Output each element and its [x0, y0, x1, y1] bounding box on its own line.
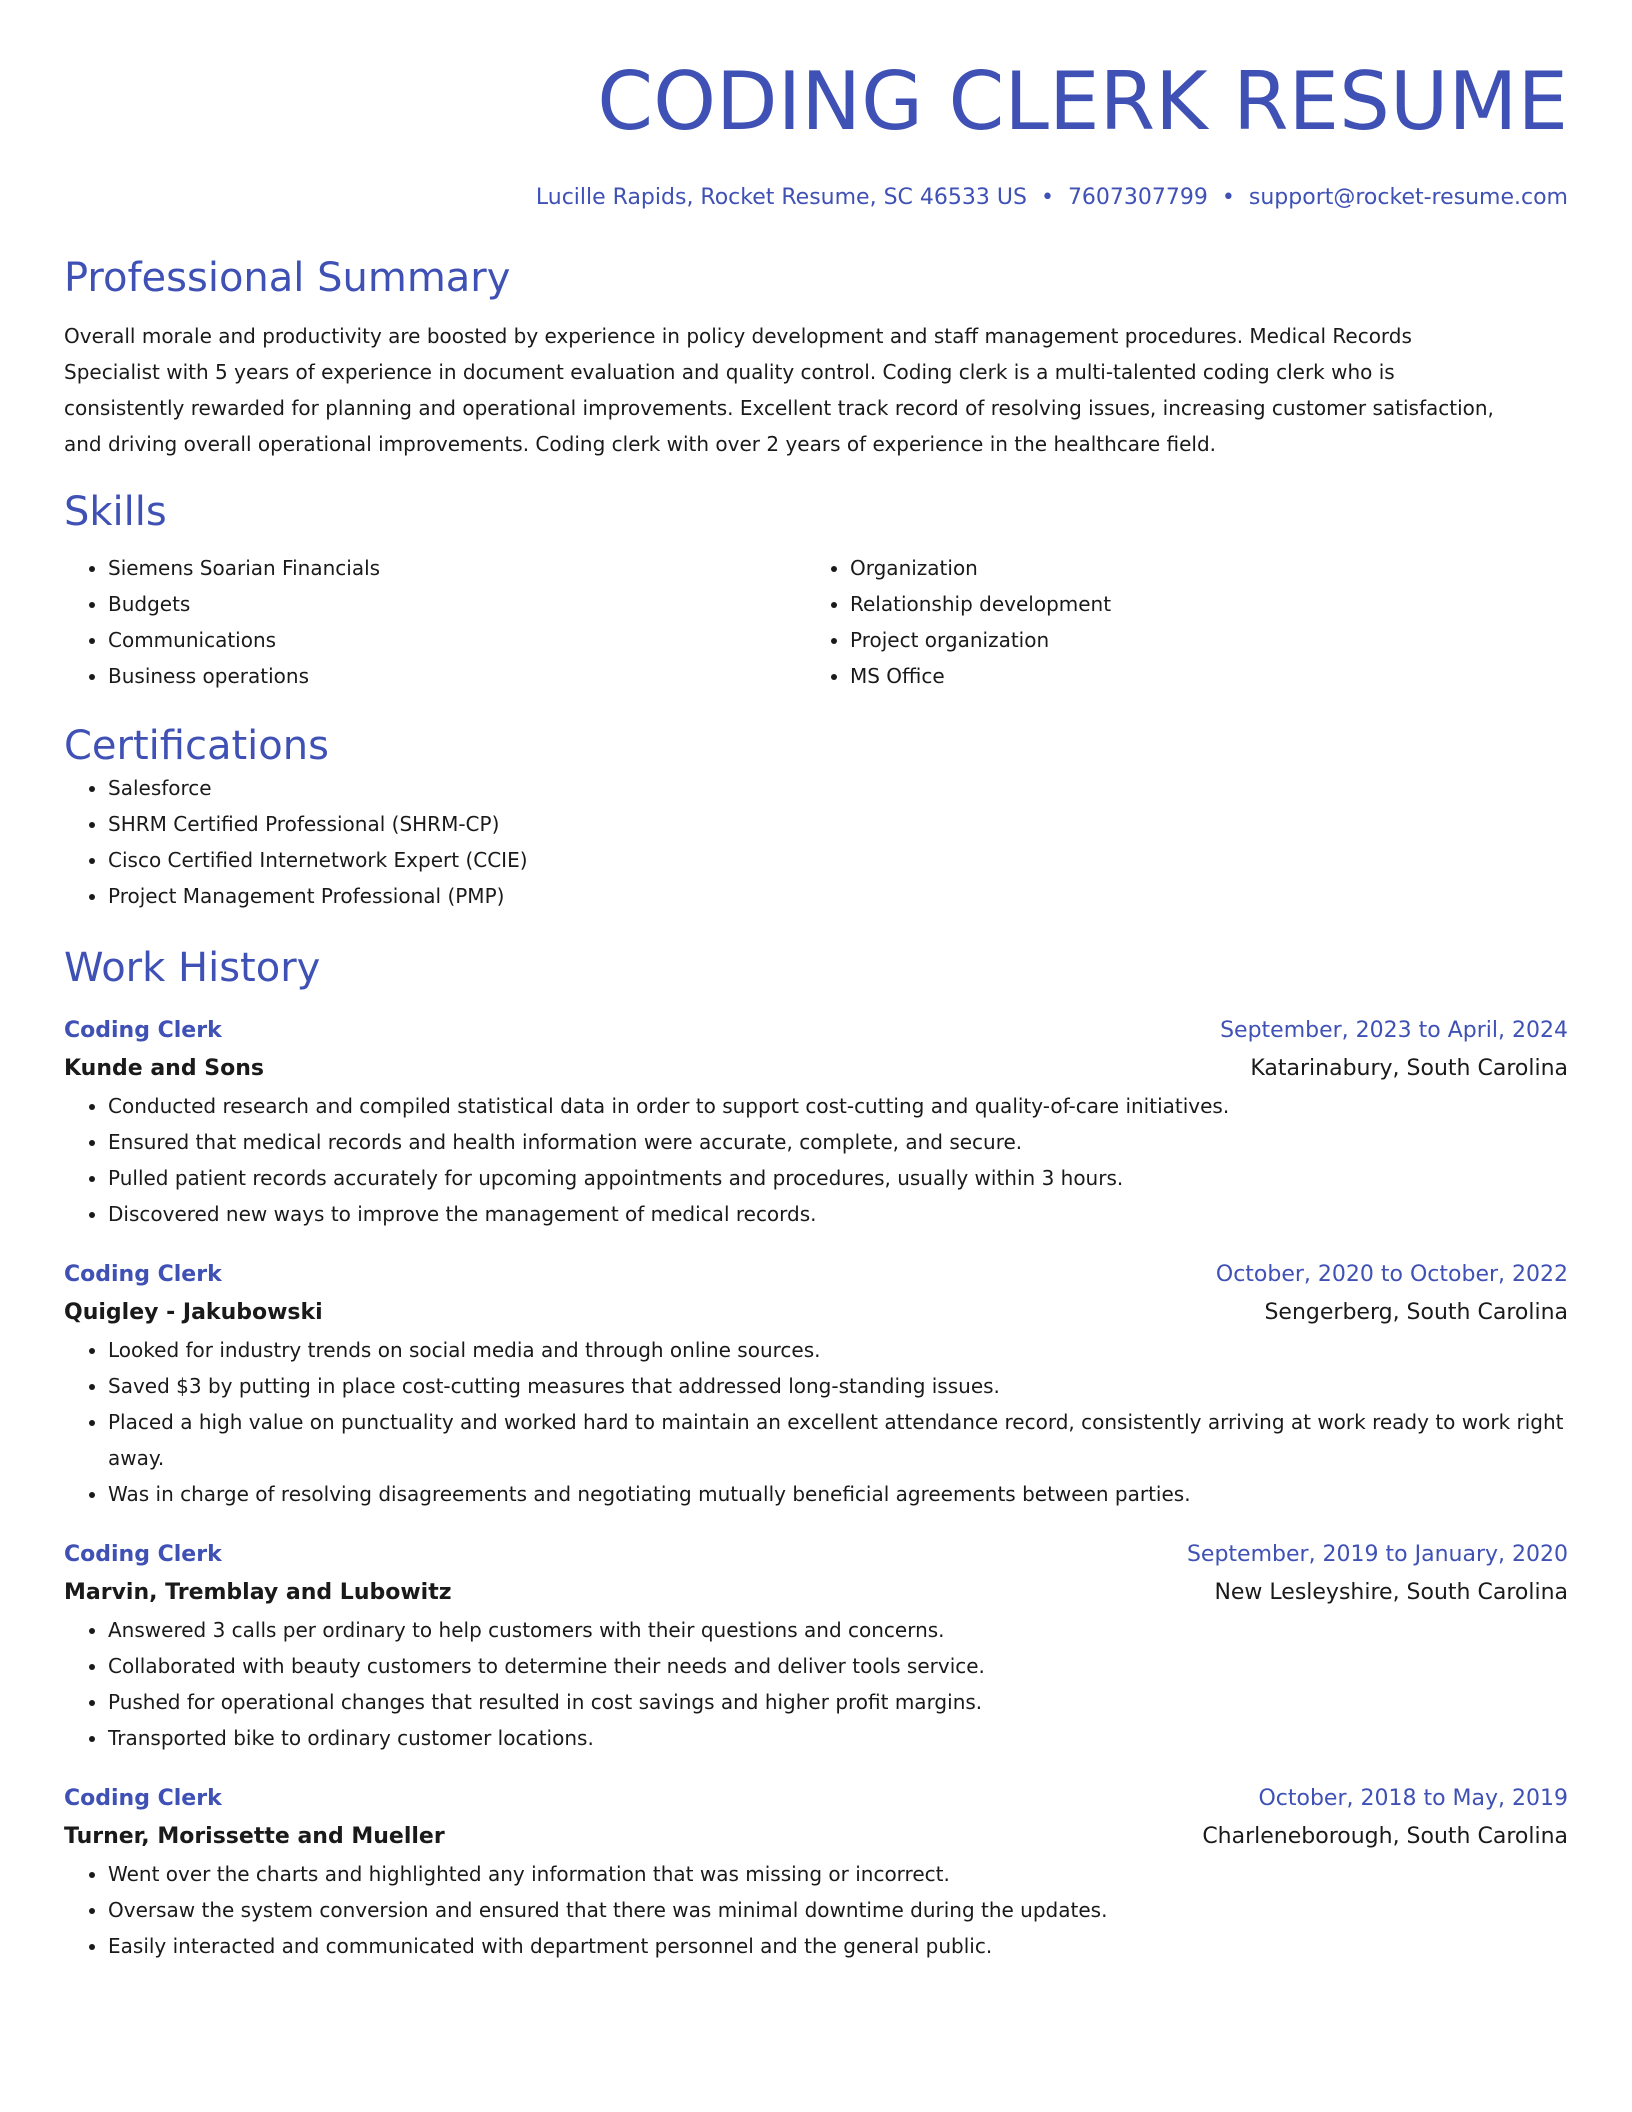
job-entry [64, 1012, 1568, 1232]
skills-list-right [806, 550, 1548, 694]
job-company: Kunde and Sons [64, 1056, 264, 1081]
job-header-row [64, 1012, 1568, 1050]
work-history-heading: Work History [64, 945, 321, 991]
job-bullet: • Pushed for operational changes that resulted in cost savings and higher profit margins. [108, 1684, 1568, 1720]
job-title: Coding Clerk [64, 1262, 222, 1287]
skills-column-right [806, 550, 1548, 694]
job-bullet-list [64, 1856, 1568, 1964]
skill-item: • Siemens Soarian Financials [108, 550, 806, 586]
skill-item: • Project organization [850, 622, 1548, 658]
contact-separator: • [1221, 185, 1235, 210]
certifications-list [64, 770, 1568, 914]
certifications-heading: Certifications [64, 723, 329, 769]
skill-item: • Business operations [108, 658, 806, 694]
resume-page [64, 0, 1568, 1964]
job-bullet: • Collaborated with beauty customers to determine their needs and deliver tools service. [108, 1648, 1568, 1684]
skills-grid [64, 550, 1568, 694]
job-location: Sengerberg, South Carolina [1264, 1300, 1568, 1325]
skill-item: • MS Office [850, 658, 1548, 694]
skills-list-left [64, 550, 806, 694]
contact-address: Lucille Rapids, Rocket Resume, SC 46533 US [535, 185, 1027, 210]
skills-heading: Skills [64, 489, 167, 535]
job-company-row [64, 1574, 1568, 1612]
job-bullet: • Transported bike to ordinary customer locations. [108, 1720, 1568, 1756]
job-location: Katarinabury, South Carolina [1250, 1056, 1568, 1081]
skill-item: • Budgets [108, 586, 806, 622]
job-entry [64, 1256, 1568, 1512]
job-title: Coding Clerk [64, 1786, 222, 1811]
job-company-row [64, 1818, 1568, 1856]
skill-item: • Relationship development [850, 586, 1548, 622]
job-bullet: • Pulled patient records accurately for upcoming appointments and procedures, usually within 3 hours. [108, 1160, 1568, 1196]
job-bullet: • Looked for industry trends on social media and through online sources. [108, 1332, 1568, 1368]
skill-item: • Communications [108, 622, 806, 658]
skills-column-left [64, 550, 806, 694]
contact-phone: 7607307799 [1067, 185, 1208, 210]
job-location: New Lesleyshire, South Carolina [1214, 1580, 1568, 1605]
certification-item: • Project Management Professional (PMP) [108, 878, 1568, 914]
job-bullet: • Answered 3 calls per ordinary to help customers with their questions and concerns. [108, 1612, 1568, 1648]
job-header-row [64, 1780, 1568, 1818]
job-company: Marvin, Tremblay and Lubowitz [64, 1580, 452, 1605]
job-title: Coding Clerk [64, 1542, 222, 1567]
job-location: Charleneborough, South Carolina [1202, 1824, 1568, 1849]
job-title: Coding Clerk [64, 1018, 222, 1043]
job-bullet: • Discovered new ways to improve the management of medical records. [108, 1196, 1568, 1232]
summary-text: Overall morale and productivity are boosted by experience in policy development and staff management procedures. Medical Records Specialist with 5 years of experience in document evaluation and quality control. Coding clerk is a multi-talented coding clerk who is consistently rewarded for planning and operational improvements. Excellent track record of resolving issues, increasing customer satisfaction, and driving overall operational improvements. Coding clerk with over 2 years of experience in the healthcare field. [64, 324, 1494, 456]
job-bullet-list [64, 1612, 1568, 1756]
job-dates: September, 2019 to January, 2020 [1186, 1542, 1568, 1567]
job-bullet: • Placed a high value on punctuality and worked hard to maintain an excellent attendance record, consistently arriving at work ready to work right away. [108, 1404, 1568, 1476]
job-bullet: • Conducted research and compiled statistical data in order to support cost-cutting and quality-of-care initiatives. [108, 1088, 1568, 1124]
job-bullet: • Ensured that medical records and health information were accurate, complete, and secure. [108, 1124, 1568, 1160]
job-company-row [64, 1050, 1568, 1088]
job-header-row [64, 1256, 1568, 1294]
certification-item: • Cisco Certified Internetwork Expert (CCIE) [108, 842, 1568, 878]
job-company-row [64, 1294, 1568, 1332]
contact-separator: • [1040, 185, 1054, 210]
job-dates: October, 2018 to May, 2019 [1258, 1786, 1568, 1811]
job-bullet: • Saved $3 by putting in place cost-cutting measures that addressed long-standing issues. [108, 1368, 1568, 1404]
job-entry [64, 1536, 1568, 1756]
contact-email: support@rocket-resume.com [1248, 185, 1568, 210]
job-bullet: • Went over the charts and highlighted any information that was missing or incorrect. [108, 1856, 1568, 1892]
job-bullet-list [64, 1332, 1568, 1512]
skill-item: • Organization [850, 550, 1548, 586]
job-bullet: • Easily interacted and communicated with department personnel and the general public. [108, 1928, 1568, 1964]
job-bullet-list [64, 1088, 1568, 1232]
certification-item: • Salesforce [108, 770, 1568, 806]
certification-item: • SHRM Certified Professional (SHRM-CP) [108, 806, 1568, 842]
job-header-row [64, 1536, 1568, 1574]
job-entry [64, 1780, 1568, 1964]
job-bullet: • Oversaw the system conversion and ensured that there was minimal downtime during the updates. [108, 1892, 1568, 1928]
job-dates: October, 2020 to October, 2022 [1215, 1262, 1568, 1287]
resume-title: CODING CLERK RESUME [597, 55, 1568, 148]
summary-heading: Professional Summary [64, 255, 511, 301]
contact-line [64, 182, 1568, 214]
resume-header [64, 0, 1568, 214]
job-company: Turner, Morissette and Mueller [64, 1824, 445, 1849]
job-bullet: • Was in charge of resolving disagreements and negotiating mutually beneficial agreements between parties. [108, 1476, 1568, 1512]
job-company: Quigley - Jakubowski [64, 1300, 323, 1325]
job-dates: September, 2023 to April, 2024 [1220, 1018, 1568, 1043]
